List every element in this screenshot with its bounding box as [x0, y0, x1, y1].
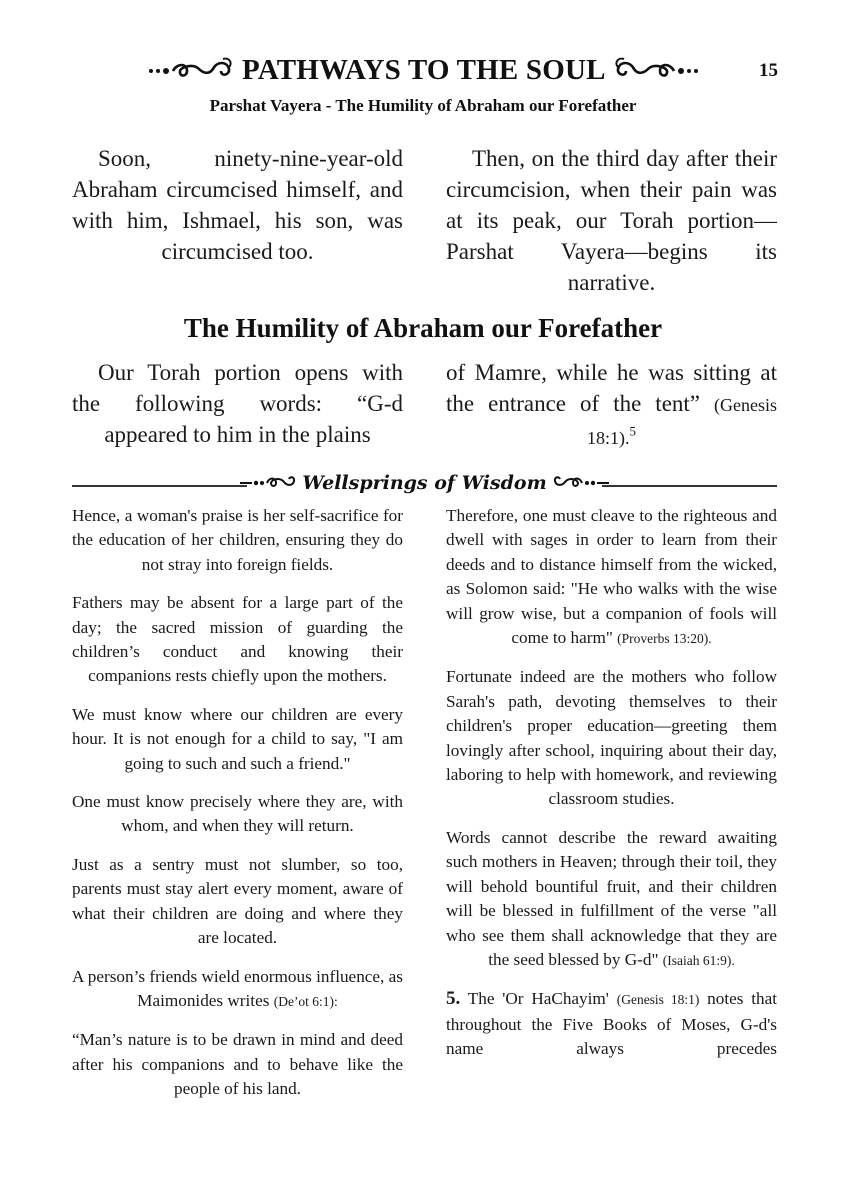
sidebar-divider	[72, 474, 777, 498]
paragraph-text: One must know precisely where they are, with whom, and when they will return.	[72, 792, 403, 836]
proverbs-citation: (Proverbs 13:20).	[617, 631, 712, 647]
book-title: PATHWAYS TO THE SOUL	[241, 54, 605, 86]
left-flourish-ornament-icon	[147, 52, 235, 92]
sidebar-title-line	[72, 472, 777, 496]
sidebar-paragraph	[72, 790, 403, 839]
section-right-text: of Mamre, while he was sitting at the entrance of the tent”	[446, 360, 777, 416]
isaiah-citation: (Isaiah 61:9).	[662, 952, 735, 968]
paragraph-text: Therefore, one must cleave to the righteous and dwell with sages in order to learn from their deeds and to distance himself from the wicked, as Solomon said: "He who walks with the wise will grow wise, but a companion of fools will come to harm"	[446, 506, 777, 648]
sidebar-title: Wellsprings of Wisdom	[302, 472, 547, 494]
deot-citation: (De’ot 6:1):	[273, 993, 338, 1009]
book-title-line	[0, 50, 846, 92]
paragraph-text: Fortunate indeed are the mothers who follow Sarah's path, devoting themselves to their children's proper education—greeting them lovingly after school, inquiring about their day, laboring to help with homework, and reviewing classroom studies.	[446, 667, 777, 809]
sidebar-left-column	[72, 504, 403, 1116]
footnote-text-after: notes that throughout the Five Books of Moses, G-d's name always precedes	[446, 989, 777, 1059]
sidebar-paragraph	[446, 826, 777, 973]
sidebar-paragraph	[72, 965, 403, 1015]
intro-right-paragraph: Then, on the third day after their circumcision, when their pain was at its peak, our Torah portion—Parshat Vayera—begins its narrative.	[446, 146, 777, 295]
sidebar-paragraph	[72, 853, 403, 951]
footnote-citation: (Genesis 18:1)	[616, 992, 700, 1008]
sidebar-paragraph	[72, 591, 403, 689]
paragraph-text: Hence, a woman's praise is her self-sacrifice for the education of her children, ensuring they do not stray into foreign fields.	[72, 506, 403, 574]
section-heading: The Humility of Abraham our Forefather	[183, 313, 663, 343]
footnote-reference[interactable]: 5	[629, 423, 636, 439]
paragraph-text: A person’s friends wield enormous influence, as Maimonides writes	[72, 966, 403, 1010]
running-header	[0, 50, 846, 94]
genesis-citation: (Genesis 18:1).	[587, 395, 777, 448]
left-scroll-ornament-icon	[240, 473, 296, 496]
sidebar-paragraph	[446, 504, 777, 651]
page-number: 15	[759, 60, 778, 81]
paragraph-text: Words cannot describe the reward awaiting such mothers in Heaven; through their toil, they will behold bountiful fruit, and their children will be blessed in fulfillment of the verse "all who see them shall acknowledge that they are the seed blessed by G-d"	[446, 827, 777, 969]
sidebar-paragraph	[72, 703, 403, 776]
right-scroll-ornament-icon	[553, 473, 609, 496]
footnote-number: 5.	[446, 988, 461, 1010]
section-left-paragraph: Our Torah portion opens with the following words: “G-d appeared to him in the plains	[72, 360, 403, 447]
section-right-paragraph	[446, 357, 777, 454]
paragraph-text: Just as a sentry must not slumber, so too, parents must stay alert every moment, aware of what their children are doing and where they are located.	[72, 854, 403, 948]
footnote-text-before: The 'Or HaChayim'	[467, 989, 609, 1009]
sidebar-paragraph	[72, 504, 403, 577]
sidebar-paragraph	[446, 665, 777, 811]
sidebar-paragraph	[72, 1028, 403, 1101]
chapter-subtitle: Parshat Vayera - The Humility of Abraham our Forefather	[209, 96, 637, 115]
paragraph-text: We must know where our children are every hour. It is not enough for a child to say, "I am going to such and such a friend."	[72, 704, 403, 773]
intro-left-paragraph: Soon, ninety-nine-year-old Abraham circumcised himself, and with him, Ishmael, his son, was circumcised too.	[72, 146, 403, 264]
paragraph-text: “Man’s nature is to be drawn in mind and deed after his companions and to behave like the people of his land.	[72, 1030, 403, 1099]
paragraph-text: Fathers may be absent for a large part of the day; the sacred mission of guarding the children’s conduct and knowing their companions rests chiefly upon the mothers.	[72, 593, 403, 686]
sidebar-right-column	[446, 504, 777, 1076]
footnote	[446, 987, 777, 1061]
right-flourish-ornament-icon	[612, 52, 700, 92]
